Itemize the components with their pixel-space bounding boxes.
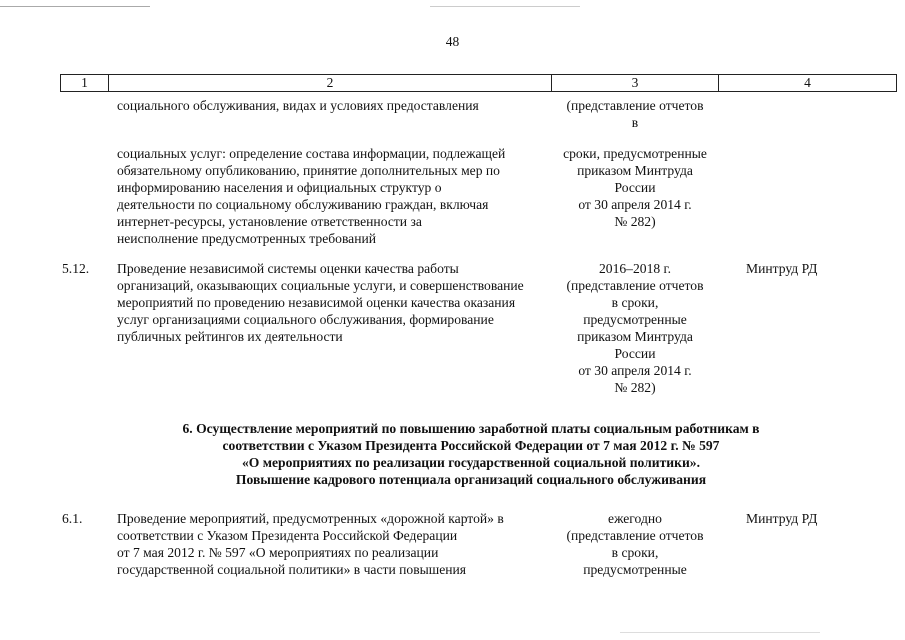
row-5-12-content-line: Проведение независимой системы оценки качества работы (117, 261, 459, 276)
row-5-12-term-line: в сроки, (611, 295, 659, 310)
row-5-12-content-line: мероприятий по проведению независимой оценки качества оказания (117, 295, 516, 310)
row-5-12-term-line: 2016–2018 г. (598, 261, 671, 276)
scan-artifact-top (0, 6, 150, 7)
column-header-2: 2 (109, 75, 552, 91)
continuation-content-line: деятельности по социальному обслуживанию граждан, включая (117, 197, 489, 212)
row-6-1-term-line: (представление отчетов (566, 528, 704, 543)
row-5-12-term-line: от 30 апреля 2014 г. (578, 363, 692, 378)
row-5-12-term-line: (представление отчетов (566, 278, 704, 293)
continuation-term-line: сроки, предусмотренные (563, 146, 707, 161)
row-6-1-content-line: соответствии с Указом Президента Российской Федерации (117, 528, 458, 543)
row-5-12-term (551, 260, 719, 396)
row-6-1-content (117, 510, 548, 578)
row-6-1-term-line: в сроки, (611, 545, 659, 560)
page-number: 48 (445, 34, 460, 49)
scan-artifact-bottom (620, 632, 820, 633)
row-6-1-term-line: ежегодно (608, 511, 662, 526)
row-5-12-content-line: публичных рейтингов их деятельности (117, 329, 343, 344)
row-number-6-1: 6.1. (62, 511, 83, 526)
row-number-5-12: 5.12. (62, 261, 90, 276)
section-6-heading (120, 420, 822, 488)
row-6-1-content-line: государственной социальной политики» в части повышения (117, 562, 467, 577)
section-heading-line: «О мероприятиях по реализации государственной социальной политики». (241, 455, 700, 470)
continuation-term-line: от 30 апреля 2014 г. (578, 197, 692, 212)
continuation-content (117, 145, 548, 247)
continuation-content-line: обязательному опубликованию, принятие дополнительных мер по (117, 163, 500, 178)
continuation-term-first (551, 97, 719, 131)
section-heading-line: 6. Осуществление мероприятий по повышению заработной платы социальным работникам в (182, 421, 760, 436)
row-5-12-content (117, 260, 548, 345)
column-header-1: 1 (61, 75, 109, 91)
continuation-content-line: социального обслуживания, видах и условиях предоставления (117, 98, 479, 113)
table-column-headers (60, 74, 897, 92)
row-5-12-term-line: приказом Минтруда (577, 329, 693, 344)
row-6-1-term-line: предусмотренные (583, 562, 687, 577)
row-6-1-responsible: Минтруд РД (746, 511, 818, 526)
row-5-12-term-line: России (614, 346, 656, 361)
scan-artifact-top-center (430, 6, 580, 7)
continuation-content-line: интернет-ресурсы, установление ответственности за (117, 214, 422, 229)
continuation-content-line: социальных услуг: определение состава информации, подлежащей (117, 146, 506, 161)
continuation-term-line: № 282) (614, 214, 656, 229)
continuation-content-first-line (117, 97, 548, 114)
row-6-1-content-line: от 7 мая 2012 г. № 597 «О мероприятиях по реализации (117, 545, 439, 560)
row-6-1-content-line: Проведение мероприятий, предусмотренных «дорожной картой» в (117, 511, 504, 526)
continuation-term (551, 145, 719, 230)
continuation-term-line: России (614, 180, 656, 195)
column-header-3: 3 (552, 75, 719, 91)
section-heading-line: Повышение кадрового потенциала организаций социального обслуживания (235, 472, 707, 487)
row-5-12-content-line: услуг организациями социального обслуживания, формирование (117, 312, 494, 327)
column-header-4: 4 (804, 75, 811, 90)
section-heading-line: соответствии с Указом Президента Российской Федерации от 7 мая 2012 г. № 597 (222, 438, 720, 453)
row-5-12-responsible: Минтруд РД (746, 261, 818, 276)
row-5-12-term-line: предусмотренные (583, 312, 687, 327)
row-5-12-content-line: организаций, оказывающих социальные услуги, и совершенствование (117, 278, 524, 293)
continuation-term-line: (представление отчетов (566, 98, 704, 113)
continuation-content-line: информированию населения и официальных структур о (117, 180, 442, 195)
continuation-content-line: неисполнение предусмотренных требований (117, 231, 377, 246)
row-6-1-term (551, 510, 719, 578)
row-5-12-term-line: № 282) (614, 380, 656, 395)
continuation-term-line: в (631, 115, 639, 130)
continuation-term-line: приказом Минтруда (577, 163, 693, 178)
